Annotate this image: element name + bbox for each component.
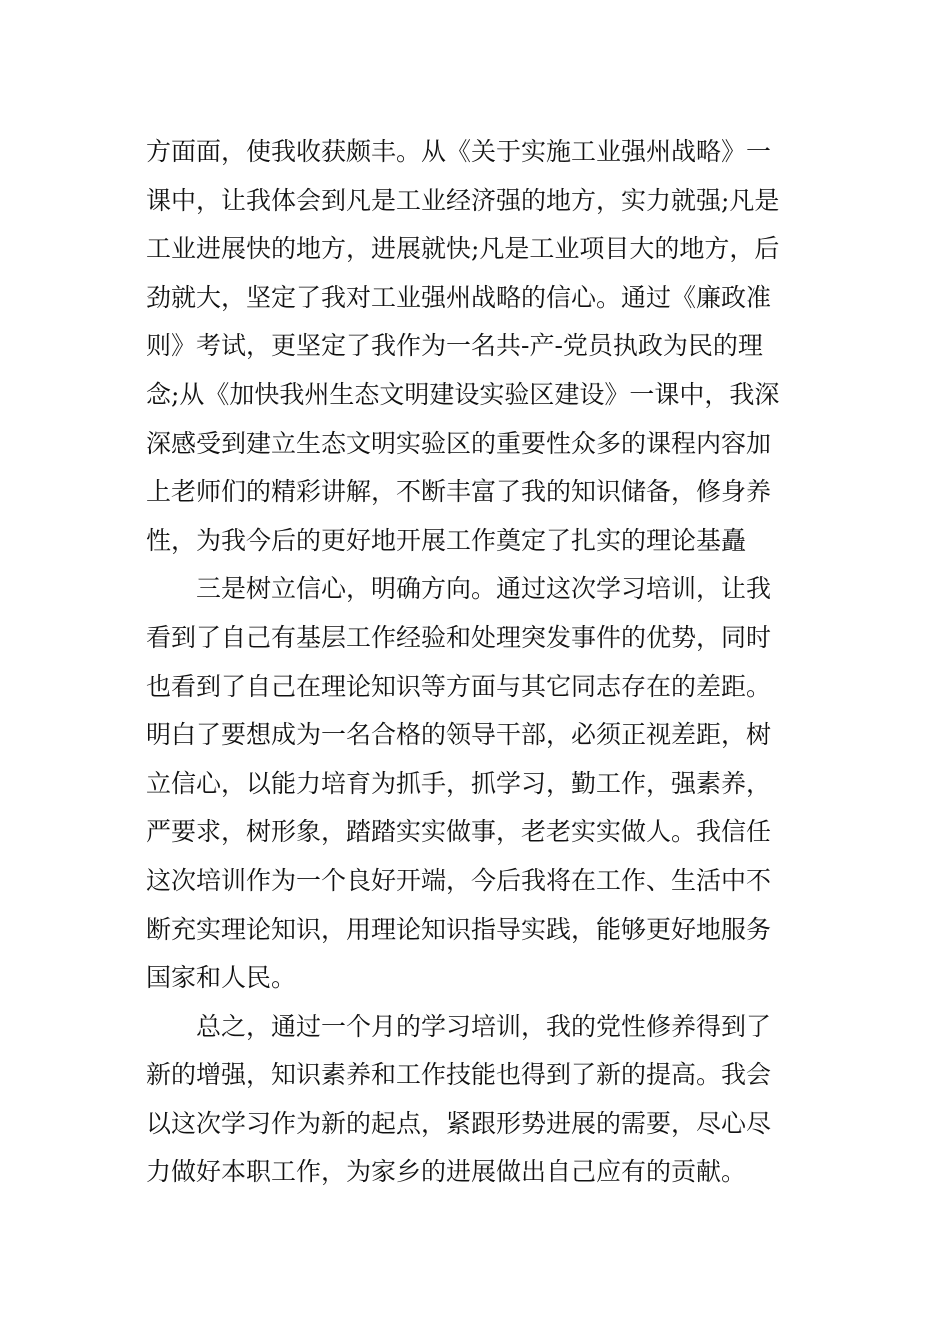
text-line: 国家和人民。 xyxy=(146,963,297,993)
text-line: 总之，通过一个月的学习培训，我的党性修养得到了 xyxy=(196,1011,772,1041)
text-line: 看到了自己有基层工作经验和处理突发事件的优势，同时 xyxy=(146,622,772,652)
text-line: 这次培训作为一个良好开端，今后我将在工作、生活中不 xyxy=(146,865,772,895)
text-line: 断充实理论知识，用理论知识指导实践，能够更好地服务 xyxy=(146,914,772,944)
text-line: 课中，让我体会到凡是工业经济强的地方，实力就强;凡是 xyxy=(146,185,780,215)
text-line: 则》考试，更坚定了我作为一名共-产-党员执政为民的理 xyxy=(146,331,763,361)
text-line: 以这次学习作为新的起点，紧跟形势进展的需要，尽心尽 xyxy=(146,1108,772,1138)
document-body xyxy=(146,128,810,1197)
text-line: 上老师们的精彩讲解，不断丰富了我的知识储备，修身养 xyxy=(146,477,772,507)
text-line: 立信心，以能力培育为抓手，抓学习，勤工作，强素养， xyxy=(146,768,772,798)
text-line: 力做好本职工作，为家乡的进展做出自己应有的贡献。 xyxy=(146,1157,747,1187)
text-line: 深感受到建立生态文明实验区的重要性众多的课程内容加 xyxy=(146,428,772,458)
text-line: 念;从《加快我州生态文明建设实验区建设》一课中，我深 xyxy=(146,379,780,409)
text-line: 也看到了自己在理论知识等方面与其它同志存在的差距。 xyxy=(146,671,772,701)
text-line: 方面面，使我收获颇丰。从《关于实施工业强州战略》一 xyxy=(146,137,772,166)
text-line: 工业进展快的地方，进展就快;凡是工业项目大的地方，后 xyxy=(146,234,780,264)
text-line: 新的增强，知识素养和工作技能也得到了新的提高。我会 xyxy=(146,1060,772,1090)
text-line: 明白了要想成为一名合格的领导干部，必须正视差距，树 xyxy=(146,720,772,750)
text-line: 三是树立信心，明确方向。通过这次学习培训，让我 xyxy=(196,574,772,604)
text-line: 性，为我今后的更好地开展工作奠定了扎实的理论基矗 xyxy=(146,525,747,555)
text-line: 严要求，树形象，踏踏实实做事，老老实实做人。我信任 xyxy=(146,817,772,847)
text-line: 劲就大，坚定了我对工业强州战略的信心。通过《廉政准 xyxy=(146,282,772,312)
